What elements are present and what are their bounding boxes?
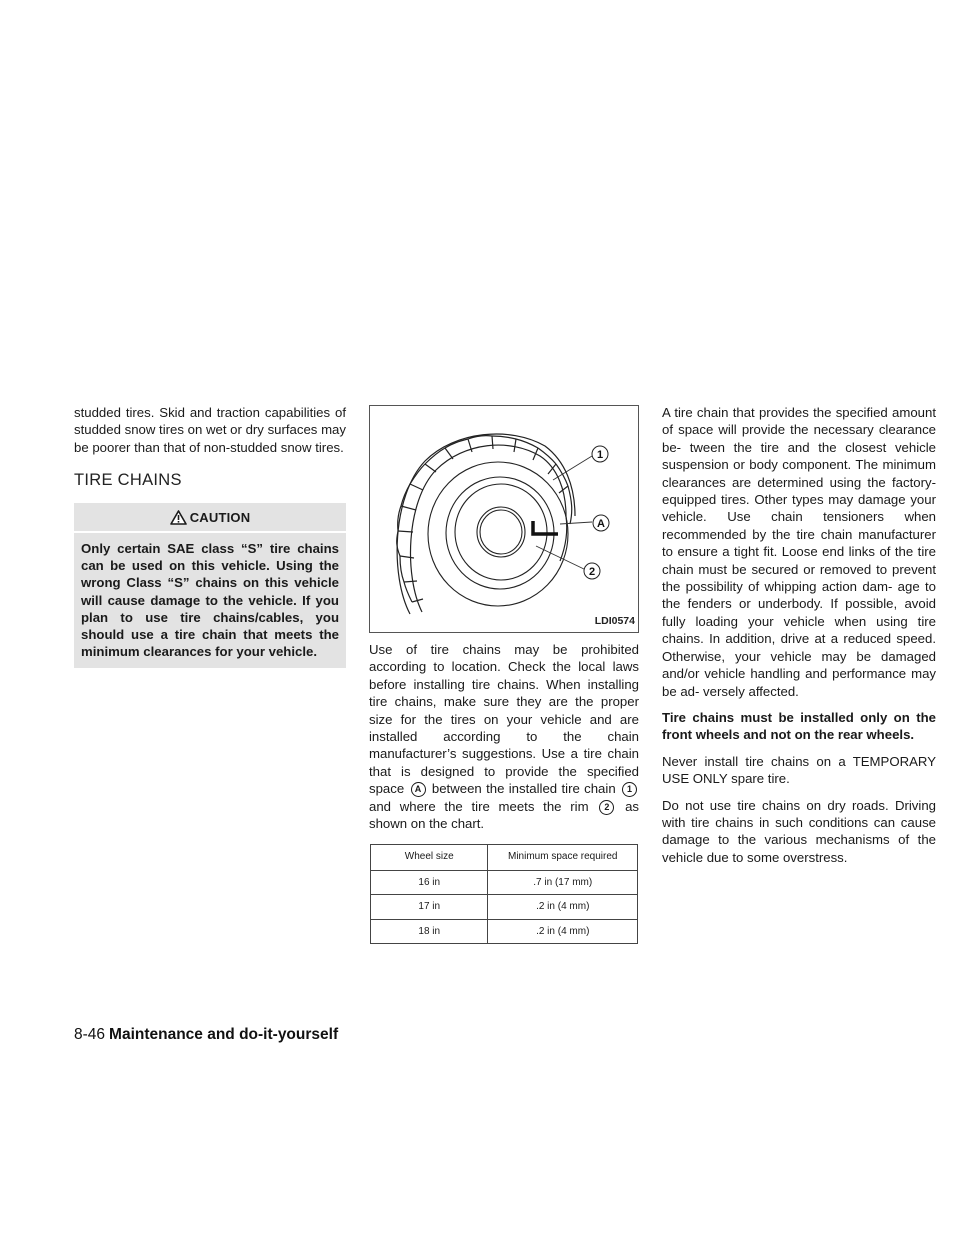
front-wheels-warning: Tire chains must be installed only on the front wheels and not on the rear wheels. — [662, 709, 936, 743]
table-cell: 17 in — [371, 895, 488, 919]
right-column — [662, 404, 936, 875]
table-cell: 18 in — [371, 919, 488, 943]
page-footer — [74, 1026, 338, 1044]
caution-header — [74, 503, 346, 533]
clearance-table — [370, 844, 638, 944]
callout-2: 2 — [588, 566, 596, 578]
mark-2: 2 — [599, 800, 614, 815]
left-column — [74, 404, 346, 668]
table-header-row — [371, 845, 638, 870]
chain-usage-paragraph — [369, 641, 639, 832]
mark-a: A — [411, 782, 426, 797]
table-cell: .7 in (17 mm) — [488, 870, 638, 894]
dry-roads-paragraph: Do not use tire chains on dry roads. Driving with tire chains in such conditions can cause damage to the various mechanisms of the vehicle due to some overstress. — [662, 797, 936, 865]
tire-chain-illustration — [370, 406, 638, 632]
intro-paragraph: studded tires. Skid and traction capabilities of studded snow tires on wet or dry surfaces may be poorer than that of non-studded snow tires. — [74, 405, 346, 455]
mark-1: 1 — [622, 782, 637, 797]
header-min-space: Minimum space required — [488, 845, 638, 870]
callout-1: 1 — [596, 449, 604, 461]
caution-title: CAUTION — [189, 509, 251, 525]
spare-tire-paragraph: Never install tire chains on a TEMPORARY USE ONLY spare tire. — [662, 753, 936, 787]
warning-icon — [170, 510, 187, 525]
table-row — [371, 870, 638, 894]
para-end: as shown on the chart. — [369, 798, 640, 832]
caution-text: Only certain SAE class “S” tire chains can be used on this vehicle. Using the wrong Class “S” chains on this vehicle will cause damage to the vehicle. If you plan to use tire chains/cables, you should use a tire chain that meets the minimum clearances for your vehicle. — [81, 541, 339, 660]
caution-box — [74, 503, 346, 669]
clearance-paragraph: A tire chain that provides the specified amount of space will provide the necessary clearance be- tween the tire and the closest vehicle suspension or body component. The minimum clearances are determined using the factory-equipped tires. Other types may damage your vehicle. Use chain tensioners when recommended by the tire chain manufacturer to ensure a tight fit. Loose end links of the tire chain must be secured or removed to prevent the possibility of whipping action dam- age to the fenders or underbody. If possible, avoid fully loading your vehicle when using tire chains. In addition, drive at a reduced speed. Otherwise, your vehicle may be damaged and/or vehicle handling and performance may be ad- versely affected. — [662, 405, 936, 699]
figure-id: LDI0574 — [594, 614, 635, 627]
para-mid2: and where the tire meets the rim — [369, 798, 589, 814]
section-heading: TIRE CHAINS — [74, 471, 182, 490]
table-row — [371, 895, 638, 919]
table-cell: .2 in (4 mm) — [488, 919, 638, 943]
table-cell: 16 in — [371, 870, 488, 894]
para-start: Use of tire chains may be prohibited according to location. Check the local laws before installing tire chains. When installing tire chains, make sure they are the proper size for the tires on your vehicle and are installed according to the chain manufacturer’s suggestions. Use a tire chain that is designed to provide the specified space — [369, 642, 639, 797]
header-wheel-size: Wheel size — [371, 845, 488, 870]
table-row — [371, 919, 638, 943]
table-cell: .2 in (4 mm) — [488, 895, 638, 919]
tire-chain-figure — [369, 405, 639, 633]
middle-column — [369, 405, 639, 944]
page-number: 8-46 — [74, 1026, 106, 1043]
callout-a: A — [597, 518, 605, 530]
para-mid1: between the installed tire chain — [431, 781, 616, 797]
chapter-title: Maintenance and do-it-yourself — [109, 1026, 339, 1043]
